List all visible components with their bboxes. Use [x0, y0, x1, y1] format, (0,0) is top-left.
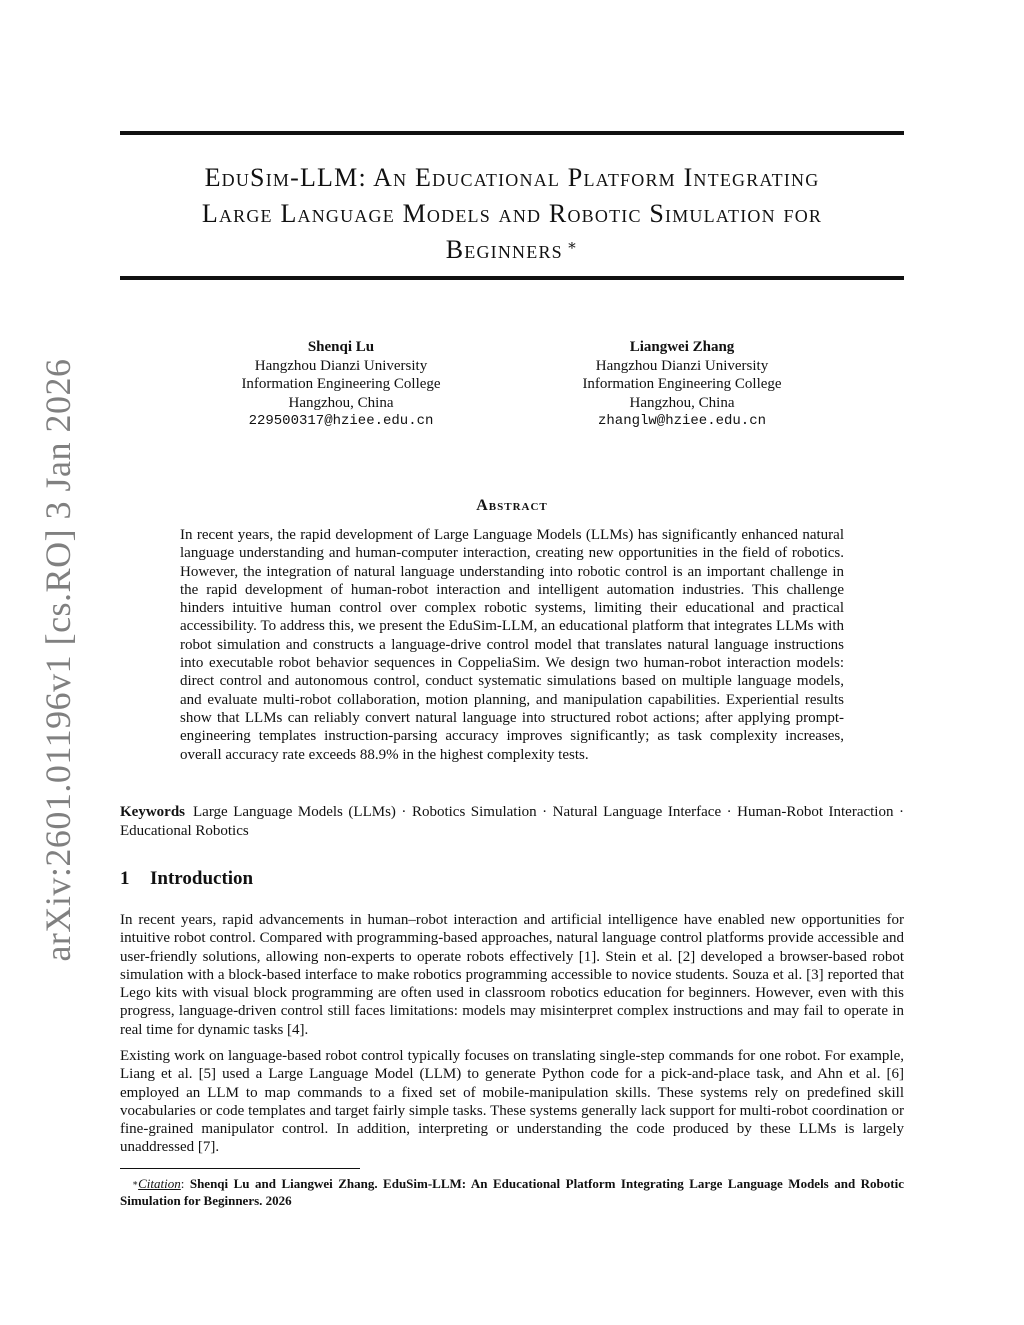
- title-bottom-rule: [120, 276, 904, 280]
- author-name: Liangwei Zhang: [629, 339, 735, 355]
- title-line-2: Large Language Models and Robotic Simulation for: [201, 199, 823, 228]
- title-line-3-text: Beginners: [445, 235, 563, 264]
- author-affiliation-college: Information Engineering College: [241, 376, 441, 392]
- author-name: Shenqi Lu: [307, 339, 375, 355]
- author-block-2: [502, 338, 862, 431]
- section-heading: [120, 868, 253, 890]
- footnote-rule: [120, 1168, 360, 1169]
- citation-footnote: [120, 1175, 904, 1209]
- keywords-text: Large Language Models (LLMs) · Robotics Simulation · Natural Language Interface · Human-Robot Interaction · Educational Robotics: [120, 804, 904, 839]
- abstract-heading: Abstract: [476, 497, 548, 514]
- footnote-separator: :: [180, 1176, 190, 1191]
- title-top-rule: [120, 131, 904, 135]
- title-line-1: EduSim-LLM: An Educational Platform Integrating: [204, 163, 820, 192]
- arxiv-identifier: arXiv:2601.01196v1 [cs.RO] 3 Jan 2026: [38, 358, 78, 962]
- section-title: Introduction: [150, 868, 254, 889]
- section-number: 1: [120, 868, 130, 889]
- keywords: [120, 803, 904, 840]
- author-affiliation-university: Hangzhou Dianzi University: [254, 357, 428, 374]
- title-footnote-mark: ∗: [566, 238, 579, 254]
- author-affiliation-university: Hangzhou Dianzi University: [595, 357, 769, 374]
- footnote-text: Shenqi Lu and Liangwei Zhang. EduSim-LLM: An Educational Platform Integrating Large Language Models and Robotic Simulation for Beginners. 2026: [120, 1176, 904, 1208]
- author-block-1: [161, 338, 521, 431]
- author-location: Hangzhou, China: [288, 394, 394, 411]
- author-email: 229500317@hziee.edu.cn: [248, 413, 434, 429]
- body-paragraph: Existing work on language-based robot control typically focuses on translating single-step commands for one robot. For example, Liang et al. [5] used a Large Language Model (LLM) to generate Python code for a pick-and-place task, and Ahn et al. [6] employed an LLM to map commands to a fixed set of mobile-manipulation skills. These systems rely on predefined skill vocabularies or code templates and target fairly simple tasks. These systems generally lack support for multi-robot coordination or fine-grained manipulator control. In addition, interpreting or understanding the code produced by these LLMs is largely unaddressed [7].: [120, 1048, 904, 1156]
- body-paragraph: In recent years, rapid advancements in human–robot interaction and artificial intelligence have enabled new opportunities for intuitive robot control. Compared with programming-based approaches, natural language control platforms provide accessible and user-friendly solutions, allowing non-experts to operate robots effectively [1]. Stein et al. [2] developed a browser-based robot simulation with a block-based interface to make robotics programming accessible to novice students. Souza et al. [3] reported that Lego kits with visual block programming are often used in classroom robotics education for beginners. However, even with this progress, language-driven control still faces limitations: models may misinterpret complex instructions and may fail to operate in real time for dynamic tasks [4].: [120, 912, 904, 1038]
- footnote-mark: ∗: [132, 1178, 139, 1188]
- footnote-label: Citation: [138, 1176, 181, 1191]
- title-line-3: [120, 232, 904, 268]
- author-location: Hangzhou, China: [629, 394, 735, 411]
- keywords-label: Keywords: [120, 804, 185, 820]
- author-affiliation-college: Information Engineering College: [582, 376, 782, 392]
- author-email: zhanglw@hziee.edu.cn: [597, 413, 767, 429]
- abstract-text: In recent years, the rapid development of Large Language Models (LLMs) has significantly enhanced natural language understanding and human-computer interaction, creating new opportunities in the field of robotics. However, the integration of natural language understanding into robotic control is an important challenge in the rapid development of human-robot interaction and intelligent automation industries. This challenge hinders intuitive human control over complex robotic systems, limiting their educational and practical accessibility. To address this, we present the EduSim-LLM, an educational platform that integrates LLMs with robot simulation and constructs a language-drive control model that translates natural language instructions into executable robot behavior sequences in CoppeliaSim. We design two human-robot interaction models: direct control and autonomous control, conduct systematic simulations based on multiple language models, and evaluate multi-robot collaboration, motion planning, and manipulation capabilities. Experiential results show that LLMs can reliably convert natural language into structured robot actions; after applying prompt-engineering templates instruction-parsing accuracy improves significantly; as task complexity increases, overall accuracy rate exceeds 88.9% in the highest complexity tests.: [180, 527, 844, 763]
- paper-title: [120, 160, 904, 268]
